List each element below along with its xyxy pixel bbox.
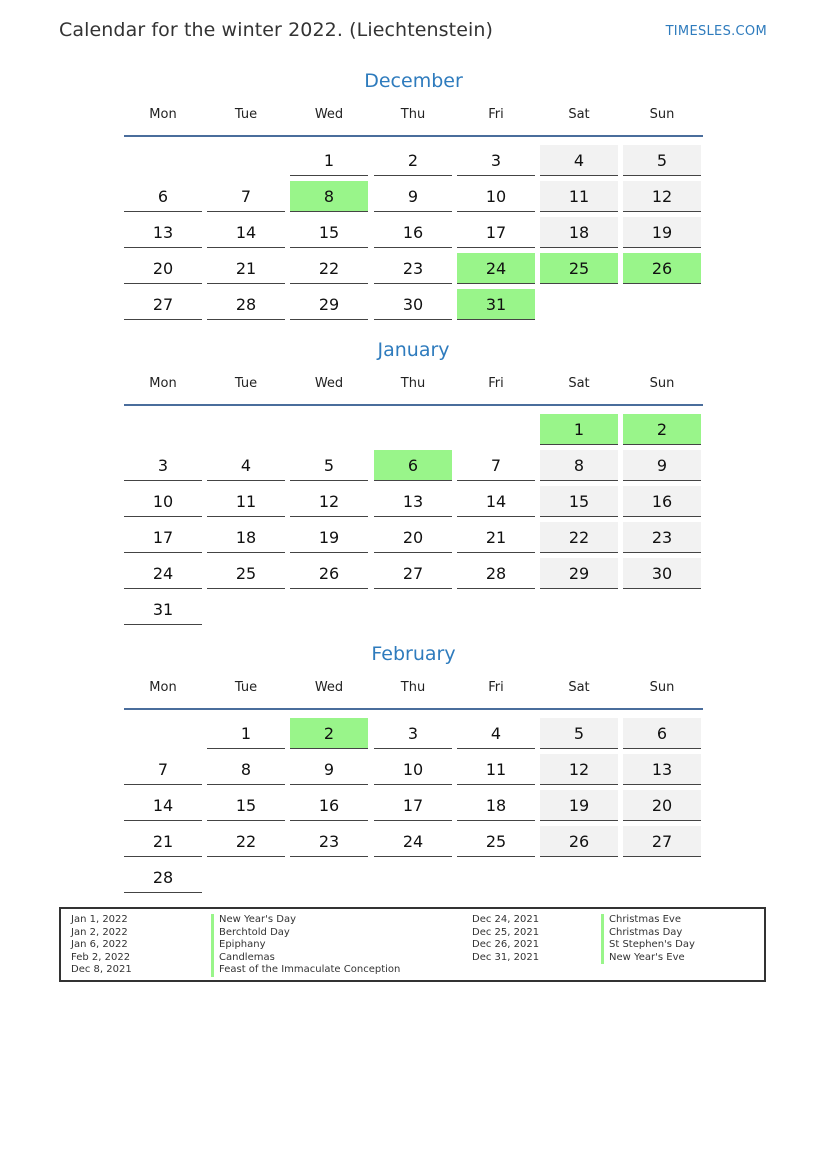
day-cell: 20 <box>374 522 452 553</box>
month-january <box>124 339 703 619</box>
day-cell: 7 <box>207 181 285 212</box>
legend-left-names <box>211 914 400 977</box>
day-cell: 15 <box>207 790 285 821</box>
legend-date: Dec 8, 2021 <box>71 964 132 976</box>
day-cell: 13 <box>374 486 452 517</box>
legend-right-names <box>601 914 695 964</box>
legend-holiday-name: Berchtold Day <box>211 927 400 940</box>
holiday-day-cell: 8 <box>290 181 368 212</box>
day-cell: 1 <box>207 718 285 749</box>
legend-holiday-name: New Year's Day <box>211 914 400 927</box>
day-cell: 19 <box>290 522 368 553</box>
day-cell: 27 <box>124 289 202 320</box>
day-cell: 5 <box>290 450 368 481</box>
day-cell: 24 <box>124 558 202 589</box>
legend-date: Jan 6, 2022 <box>71 939 128 951</box>
day-cell: 9 <box>374 181 452 212</box>
day-cell: 30 <box>623 558 701 589</box>
weekday-fri: Fri <box>488 376 504 391</box>
legend-date: Dec 24, 2021 <box>472 914 540 925</box>
day-cell: 19 <box>623 217 701 248</box>
legend-holiday-name: Christmas Day <box>601 927 695 940</box>
weekday-thu: Thu <box>400 376 426 391</box>
weekday-tue: Tue <box>234 376 258 391</box>
day-cell: 12 <box>540 754 618 785</box>
holiday-day-cell: 2 <box>623 414 701 445</box>
day-cell: 1 <box>290 145 368 176</box>
day-cell: 25 <box>457 826 535 857</box>
day-cell: 22 <box>540 522 618 553</box>
day-cell: 8 <box>207 754 285 785</box>
day-cell: 7 <box>457 450 535 481</box>
day-cell: 11 <box>457 754 535 785</box>
day-cell: 6 <box>623 718 701 749</box>
day-cell: 25 <box>207 558 285 589</box>
holiday-day-cell: 1 <box>540 414 618 445</box>
day-cell: 15 <box>290 217 368 248</box>
day-cell: 3 <box>457 145 535 176</box>
day-cell: 16 <box>623 486 701 517</box>
day-cell: 7 <box>124 754 202 785</box>
month-title: January <box>377 339 450 361</box>
day-cell: 21 <box>457 522 535 553</box>
weekday-wed: Wed <box>314 680 344 695</box>
day-cell: 14 <box>124 790 202 821</box>
weekday-sun: Sun <box>649 680 675 695</box>
day-cell: 29 <box>540 558 618 589</box>
day-cell: 16 <box>290 790 368 821</box>
day-cell: 22 <box>207 826 285 857</box>
day-cell: 21 <box>124 826 202 857</box>
legend-right-dates <box>472 914 539 964</box>
weekday-mon: Mon <box>149 107 177 122</box>
day-cell: 23 <box>374 253 452 284</box>
day-cell: 18 <box>207 522 285 553</box>
weekday-mon: Mon <box>149 376 177 391</box>
weekday-sat: Sat <box>568 376 590 391</box>
day-cell: 29 <box>290 289 368 320</box>
day-cell: 5 <box>540 718 618 749</box>
day-cell: 27 <box>374 558 452 589</box>
legend-holiday-name: Feast of the Immaculate Conception <box>211 964 400 977</box>
day-cell: 11 <box>207 486 285 517</box>
holiday-legend <box>59 907 766 982</box>
holiday-day-cell: 2 <box>290 718 368 749</box>
weekday-wed: Wed <box>314 376 344 391</box>
day-cell: 6 <box>124 181 202 212</box>
day-cell: 28 <box>457 558 535 589</box>
day-cell: 9 <box>623 450 701 481</box>
day-cell: 28 <box>124 862 202 893</box>
weekday-tue: Tue <box>234 680 258 695</box>
legend-date: Dec 26, 2021 <box>472 939 540 951</box>
day-cell: 3 <box>374 718 452 749</box>
day-cell: 3 <box>124 450 202 481</box>
day-cell: 12 <box>623 181 701 212</box>
day-cell: 23 <box>623 522 701 553</box>
day-cell: 18 <box>457 790 535 821</box>
legend-date: Feb 2, 2022 <box>71 951 131 963</box>
weekday-sat: Sat <box>568 680 590 695</box>
day-cell: 4 <box>457 718 535 749</box>
day-cell: 14 <box>457 486 535 517</box>
weekday-fri: Fri <box>488 107 504 122</box>
weekday-sat: Sat <box>568 107 590 122</box>
day-cell: 18 <box>540 217 618 248</box>
holiday-day-cell: 6 <box>374 450 452 481</box>
legend-date: Dec 31, 2021 <box>472 951 540 963</box>
weekday-tue: Tue <box>234 107 258 122</box>
brand-link[interactable]: TIMESLES.COM <box>665 24 767 39</box>
day-cell: 15 <box>540 486 618 517</box>
weekday-header <box>124 680 703 710</box>
day-cell: 21 <box>207 253 285 284</box>
day-cell: 9 <box>290 754 368 785</box>
day-cell: 14 <box>207 217 285 248</box>
day-cell: 10 <box>457 181 535 212</box>
day-cell: 17 <box>124 522 202 553</box>
holiday-day-cell: 31 <box>457 289 535 320</box>
weekday-sun: Sun <box>649 376 675 391</box>
day-cell: 24 <box>374 826 452 857</box>
day-cell: 16 <box>374 217 452 248</box>
legend-holiday-name: Christmas Eve <box>601 914 695 927</box>
holiday-day-cell: 26 <box>623 253 701 284</box>
day-cell: 13 <box>623 754 701 785</box>
holiday-day-cell: 24 <box>457 253 535 284</box>
page-title: Calendar for the winter 2022. (Liechtenstein) <box>59 19 494 41</box>
day-cell: 4 <box>207 450 285 481</box>
day-cell: 19 <box>540 790 618 821</box>
weekday-header <box>124 376 703 406</box>
legend-date: Jan 1, 2022 <box>71 914 128 925</box>
day-cell: 12 <box>290 486 368 517</box>
day-cell: 17 <box>374 790 452 821</box>
day-cell: 13 <box>124 217 202 248</box>
month-december <box>124 70 703 314</box>
legend-left-dates <box>71 914 132 977</box>
day-cell: 10 <box>124 486 202 517</box>
day-cell: 31 <box>124 594 202 625</box>
weekday-wed: Wed <box>314 107 344 122</box>
legend-date: Dec 25, 2021 <box>472 926 540 938</box>
day-cell: 5 <box>623 145 701 176</box>
month-february <box>124 643 703 887</box>
holiday-day-cell: 25 <box>540 253 618 284</box>
day-cell: 26 <box>540 826 618 857</box>
month-title: February <box>371 643 456 665</box>
weekday-mon: Mon <box>149 680 177 695</box>
weekday-header <box>124 107 703 137</box>
day-cell: 26 <box>290 558 368 589</box>
day-cell: 20 <box>124 253 202 284</box>
day-cell: 11 <box>540 181 618 212</box>
legend-date: Jan 2, 2022 <box>71 926 128 938</box>
day-cell: 4 <box>540 145 618 176</box>
day-cell: 23 <box>290 826 368 857</box>
day-cell: 20 <box>623 790 701 821</box>
day-cell: 8 <box>540 450 618 481</box>
legend-holiday-name: Candlemas <box>211 952 400 965</box>
day-cell: 27 <box>623 826 701 857</box>
day-cell: 10 <box>374 754 452 785</box>
weekday-sun: Sun <box>649 107 675 122</box>
day-cell: 22 <box>290 253 368 284</box>
weekday-thu: Thu <box>400 107 426 122</box>
weekday-thu: Thu <box>400 680 426 695</box>
day-cell: 28 <box>207 289 285 320</box>
weekday-fri: Fri <box>488 680 504 695</box>
legend-holiday-name: New Year's Eve <box>601 952 695 965</box>
legend-holiday-name: St Stephen's Day <box>601 939 695 952</box>
legend-holiday-name: Epiphany <box>211 939 400 952</box>
month-title: December <box>364 70 463 92</box>
day-cell: 2 <box>374 145 452 176</box>
day-cell: 30 <box>374 289 452 320</box>
day-cell: 17 <box>457 217 535 248</box>
